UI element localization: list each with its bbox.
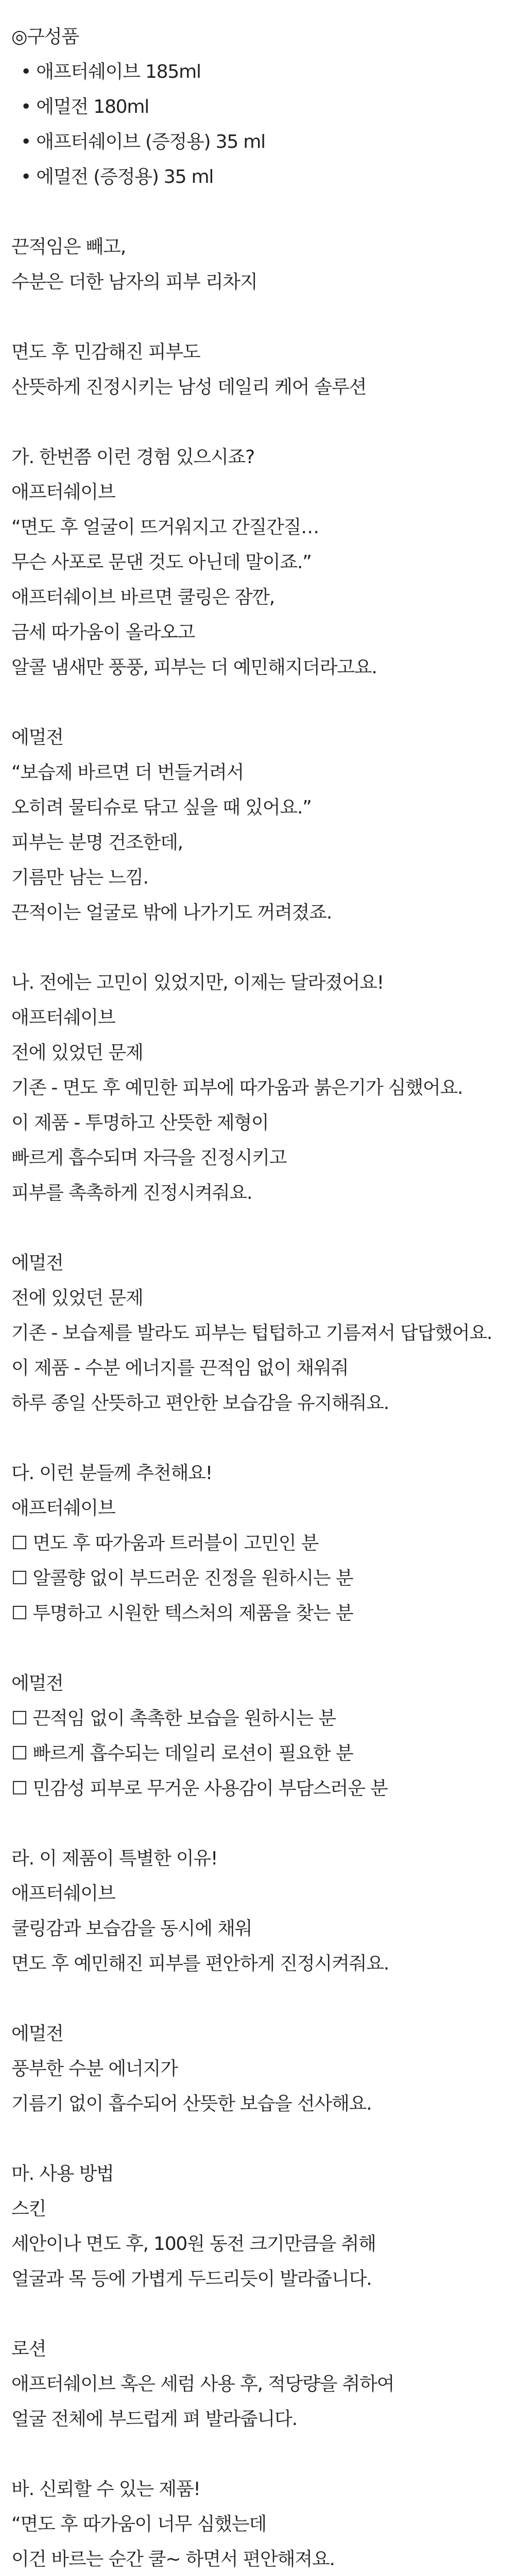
- list-item: • 에멀전 180ml: [21, 96, 149, 117]
- text-line: “면도 후 얼굴이 뜨거워지고 간질간질…: [11, 517, 319, 538]
- section-heading: ◎구성품: [11, 26, 79, 47]
- text-line: 얼굴과 목 등에 가볍게 두드리듯이 발라줍니다.: [11, 2268, 372, 2290]
- text-line: 산뜻하게 진정시키는 남성 데일리 케어 솔루션: [11, 377, 367, 398]
- text-line: 쿨링감과 보습감을 동시에 채워: [11, 1918, 252, 1939]
- text-line: 스킨: [11, 2198, 46, 2219]
- text-line: 애프터쉐이브: [11, 1498, 115, 1519]
- text-line: 에멀전: [11, 1252, 63, 1274]
- text-line: 면도 후 예민해진 피부를 편안하게 진정시켜줘요.: [11, 1953, 389, 1974]
- paragraph-gap: [11, 300, 504, 335]
- text-line: 풍부한 수분 에너지가: [11, 2058, 178, 2079]
- text-line: ☐ 면도 후 따가움과 트러블이 고민인 분: [11, 1533, 319, 1554]
- text-line: 로션: [11, 2338, 46, 2360]
- text-line: 기름만 남는 느낌.: [11, 867, 148, 888]
- text-line: 애프터쉐이브: [11, 482, 115, 503]
- text-line: 애프터쉐이브: [11, 1007, 115, 1028]
- section-heading: 바. 신뢰할 수 있는 제품!: [11, 2479, 200, 2500]
- paragraph-gap: [11, 2297, 504, 2332]
- text-line: 수분은 더한 남자의 피부 리차지: [11, 272, 258, 293]
- text-line: 애프터쉐이브 혹은 세럼 사용 후, 적당량을 취하여: [11, 2374, 394, 2395]
- paragraph-gap: [11, 930, 504, 965]
- text-line: 이건 바르는 순간 쿨~ 하면서 편안해져요.: [11, 2549, 335, 2570]
- paragraph-gap: [11, 195, 504, 230]
- text-line: 얼굴 전체에 부드럽게 펴 발라줍니다.: [11, 2409, 297, 2430]
- text-line: 이 제품 - 투명하고 산뜻한 제형이: [11, 1112, 269, 1133]
- paragraph-gap: [11, 1631, 504, 1666]
- text-line: “면도 후 따가움이 너무 심했는데: [11, 2514, 266, 2535]
- text-line: 에멀전: [11, 1673, 63, 1694]
- paragraph-gap: [11, 1806, 504, 1841]
- text-line: 피부는 분명 건조한데,: [11, 832, 183, 853]
- text-line: 전에 있었던 문제: [11, 1287, 143, 1309]
- text-line: 이 제품 - 수분 에너지를 끈적임 없이 채워줘: [11, 1358, 349, 1379]
- text-line: ☐ 투명하고 시원한 텍스처의 제품을 찾는 분: [11, 1603, 353, 1624]
- paragraph-gap: [11, 1981, 504, 2016]
- text-line: 오히려 물티슈로 닦고 싶을 때 있어요.”: [11, 797, 312, 818]
- text-line: 애프터쉐이브 바르면 쿨링은 잠깐,: [11, 587, 275, 608]
- section-heading: 나. 전에는 고민이 있었지만, 이제는 달라졌어요!: [11, 972, 384, 993]
- text-line: 기존 - 면도 후 예민한 피부에 따가움과 붉은기가 심했어요.: [11, 1077, 463, 1098]
- text-line: 기존 - 보습제를 발라도 피부는 텁텁하고 기름져서 답답했어요.: [11, 1323, 492, 1344]
- text-line: 에멀전: [11, 727, 63, 748]
- paragraph-gap: [11, 1421, 504, 1456]
- text-line: 전에 있었던 문제: [11, 1042, 143, 1063]
- text-line: 금세 따가움이 올라오고: [11, 622, 195, 643]
- list-item: • 에멀전 (증정용) 35 ml: [21, 166, 214, 188]
- paragraph-gap: [11, 685, 504, 720]
- text-line: 끈적임은 빼고,: [11, 236, 126, 258]
- paragraph-gap: [11, 2122, 504, 2157]
- text-line: 끈적이는 얼굴로 밖에 나가기도 꺼려졌죠.: [11, 902, 332, 923]
- paragraph-gap: [11, 2437, 504, 2472]
- list-item: • 애프터쉐이브 185ml: [21, 61, 201, 82]
- list-item: • 애프터쉐이브 (증정용) 35 ml: [21, 131, 265, 152]
- text-line: 애프터쉐이브: [11, 1883, 115, 1904]
- text-line: “보습제 바르면 더 번들거려서: [11, 762, 244, 783]
- text-line: 기름기 없이 흡수되어 산뜻한 보습을 선사해요.: [11, 2093, 372, 2114]
- paragraph-gap: [11, 1211, 504, 1246]
- text-line: ☐ 민감성 피부로 무거운 사용감이 부담스러운 분: [11, 1778, 388, 1799]
- text-line: 세안이나 면도 후, 100원 동전 크기만큼을 취해: [11, 2233, 376, 2255]
- text-line: 하루 종일 산뜻하고 편안한 보습감을 유지해줘요.: [11, 1393, 389, 1414]
- section-heading: 가. 한번쯤 이런 경험 있으시죠?: [11, 447, 255, 468]
- section-heading: 다. 이런 분들께 추천해요!: [11, 1463, 212, 1484]
- text-line: ☐ 끈적임 없이 촉촉한 보습을 원하시는 분: [11, 1708, 336, 1729]
- text-line: 에멀전: [11, 2023, 63, 2044]
- section-heading: 마. 사용 방법: [11, 2163, 114, 2184]
- text-line: 빠르게 흡수되며 자극을 진정시키고: [11, 1147, 287, 1168]
- text-line: 알콜 냄새만 풍풍, 피부는 더 예민해지더라고요.: [11, 657, 377, 678]
- text-line: 무슨 사포로 문댄 것도 아닌데 말이죠.”: [11, 552, 312, 573]
- section-heading: 라. 이 제품이 특별한 이유!: [11, 1848, 218, 1869]
- paragraph-gap: [11, 405, 504, 440]
- text-line: 면도 후 민감해진 피부도: [11, 342, 200, 363]
- text-line: 피부를 촉촉하게 진정시켜줘요.: [11, 1182, 252, 1204]
- text-line: ☐ 알콜향 없이 부드러운 진정을 원하시는 분: [11, 1568, 353, 1589]
- text-line: ☐ 빠르게 흡수되는 데일리 로션이 필요한 분: [11, 1743, 353, 1764]
